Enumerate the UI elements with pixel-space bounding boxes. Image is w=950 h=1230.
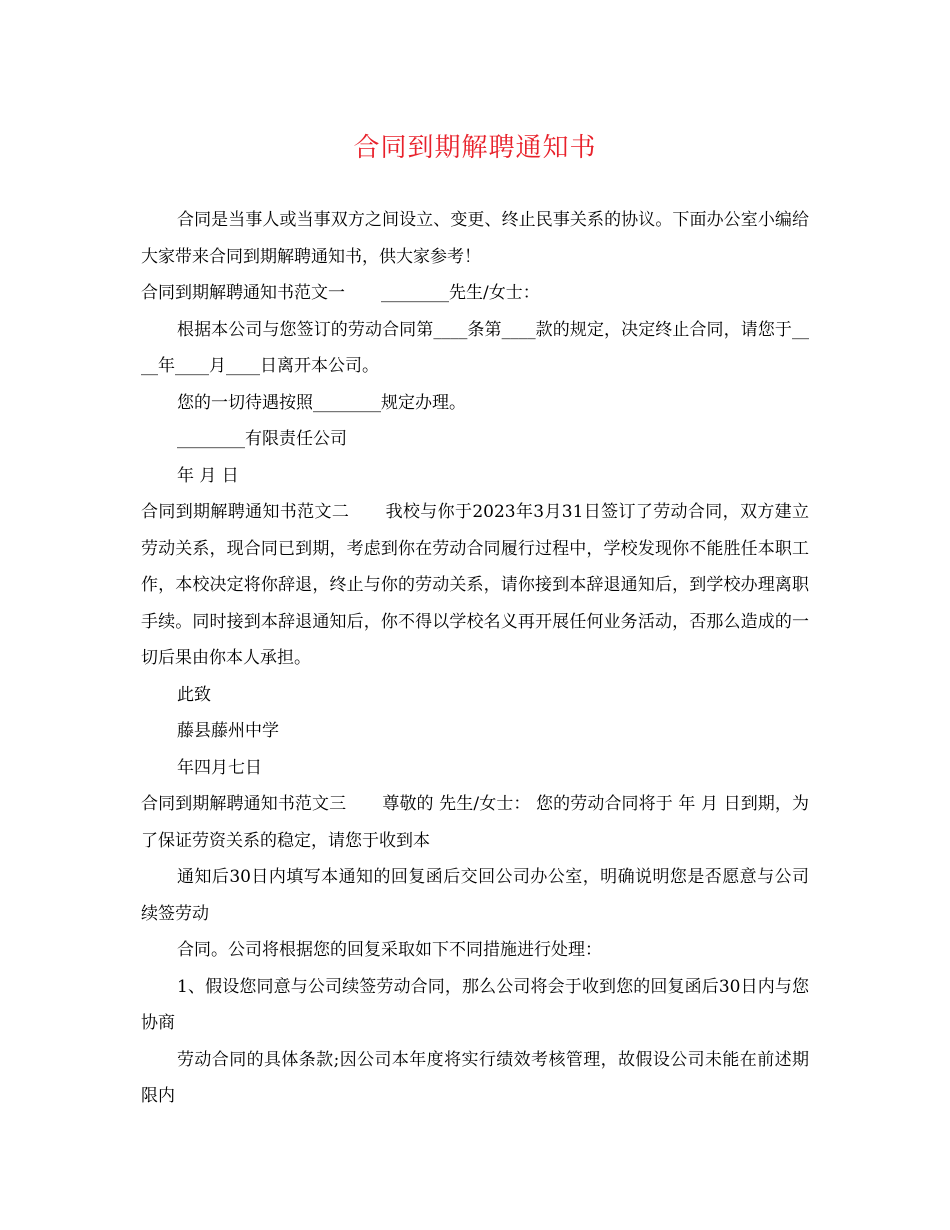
sample3-body: 尊敬的 先生/女士： 您的劳动合同将于 年 月 日到期，为了保证劳资关系的稳定，请您于收到本 — [141, 794, 810, 851]
intro-paragraph: 合同是当事人或当事双方之间设立、变更、终止民事关系的协议。下面办公室小编给大家带来合同到期解聘通知书，供大家参考！ — [141, 210, 809, 267]
sample1-heading-line — [141, 275, 809, 312]
document-title: 合同到期解聘通知书 — [353, 133, 597, 163]
sample2-signature: 藤县藤州中学 — [177, 721, 279, 741]
sample2-date: 年四月七日 — [177, 757, 262, 778]
sample2-paragraph — [141, 494, 809, 677]
sample3-paragraph — [141, 786, 809, 859]
sample3-paragraph-2: 合同。公司将根据您的回复采取如下不同措施进行处理： — [177, 940, 602, 960]
sample1-paragraph-1: 根据本公司与您签订的劳动合同第____条第____款的规定，决定终止合同，请您于____年____月____日离开本公司。 — [141, 319, 809, 376]
sample3-paragraph-1: 通知后30日内填写本通知的回复函后交回公司办公室，明确说明您是否愿意与公司续签劳动 — [141, 867, 809, 924]
sample1-company: ________有限责任公司 — [177, 429, 347, 449]
sample1-salutation: ________先生/女士： — [381, 283, 540, 303]
sample2-closing: 此致 — [177, 684, 211, 705]
sample3-paragraph-3: 1、假设您同意与公司续签劳动合同，那么公司将会于收到您的回复函后30日内与您协商 — [141, 976, 809, 1033]
sample2-heading: 合同到期解聘通知书范文二 — [141, 502, 350, 522]
document-page — [141, 120, 809, 1115]
sample3-paragraph-4: 劳动合同的具体条款;因公司本年度将实行绩效考核管理，故假设公司未能在前述期限内 — [141, 1049, 809, 1106]
sample2-body: 我校与你于2023年3月31日签订了劳动合同，双方建立劳动关系，现合同已到期，考虑到你在劳动合同履行过程中，学校发现你不能胜任本职工作，本校决定将你辞退，终止与你的劳动关系，请你接到本辞退通知后，到学校办理离职手续。同时接到本辞退通知后，你不得以学校名义再开展任何业务活动，否那么造成的一切后果由你本人承担。 — [141, 502, 809, 668]
sample3-heading: 合同到期解聘通知书范文三 — [141, 794, 347, 814]
sample1-paragraph-2: 您的一切待遇按照________规定办理。 — [177, 392, 466, 413]
sample1-date: 年 月 日 — [177, 465, 239, 486]
sample1-heading: 合同到期解聘通知书范文一 — [141, 283, 345, 303]
